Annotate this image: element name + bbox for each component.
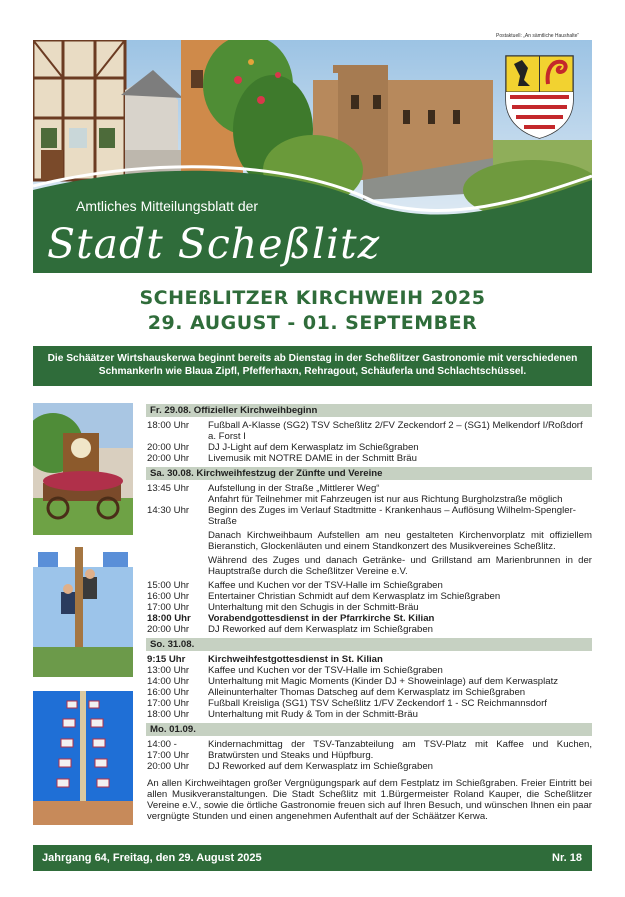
event-time: 20:00 Uhr bbox=[147, 761, 190, 772]
issue-footer bbox=[33, 845, 592, 871]
masthead-title: Stadt Scheßlitz bbox=[47, 220, 381, 268]
kirchweih-wagon-photo bbox=[33, 403, 133, 535]
maypole-climbers-photo bbox=[33, 547, 133, 677]
schedule-event bbox=[146, 453, 592, 464]
event-time: 20:00 Uhr bbox=[147, 624, 190, 635]
event-description: Vorabendgottesdienst in der Pfarrkirche St. Kilian bbox=[208, 613, 435, 624]
day-heading: Fr. 29.08. Offizieller Kirchweihbeginn bbox=[146, 404, 592, 417]
schedule-event bbox=[146, 483, 592, 494]
event-time bbox=[146, 555, 208, 577]
event-time: 20:00 Uhr bbox=[147, 453, 190, 464]
schedule-event bbox=[146, 555, 592, 577]
masthead-banner bbox=[33, 40, 592, 273]
schedule-event bbox=[146, 676, 592, 687]
event-description: Aufstellung in der Straße „Mittlerer Weg“ bbox=[208, 483, 380, 494]
day-heading: So. 31.08. bbox=[146, 638, 592, 651]
schedule-event bbox=[146, 698, 592, 709]
intro-banner: Die Schäätzer Wirtshauskerwa beginnt bereits ab Dienstag in der Scheßlitzer Gastronomie mit verschiedenen Schmankerln wie Blaua Zipfl, Pfefferhaxn, Rehragout, Schäuferla und Schlachtschüssel. bbox=[33, 346, 592, 386]
day-heading: Sa. 30.08. Kirchweihfestzug der Zünfte und Vereine bbox=[146, 467, 592, 480]
event-time: 18:00 Uhr bbox=[147, 613, 191, 624]
schedule-event bbox=[146, 624, 592, 635]
schedule-event bbox=[146, 709, 592, 720]
event-time: 20:00 Uhr bbox=[147, 442, 190, 453]
event-description: Während des Zuges und danach Getränke- und Grillstand am Marienbrunnen in der Hauptstraße durch die Scheßlitzer Vereine e.V. bbox=[208, 555, 592, 577]
kirchweih-schedule bbox=[146, 404, 592, 822]
event-time bbox=[146, 494, 208, 505]
schedule-event bbox=[146, 591, 592, 602]
event-description: Livemusik mit NOTRE DAME in der Schmitt Bräu bbox=[208, 453, 417, 464]
schedule-event bbox=[146, 580, 592, 591]
event-time: 14:00 - 17:00 Uhr bbox=[147, 739, 190, 761]
schedule-event bbox=[146, 739, 592, 761]
event-time: 15:00 Uhr bbox=[147, 580, 190, 591]
event-time: 14:30 Uhr bbox=[147, 505, 190, 516]
decorated-maypole-photo bbox=[33, 691, 133, 825]
schedule-event bbox=[146, 613, 592, 624]
town-coat-of-arms bbox=[500, 50, 579, 140]
event-time: 14:00 Uhr bbox=[147, 676, 190, 687]
schedule-event bbox=[146, 665, 592, 676]
event-description: Unterhaltung mit Rudy & Tom in der Schmitt-Bräu bbox=[208, 709, 418, 720]
spacer bbox=[146, 772, 592, 775]
event-time: 16:00 Uhr bbox=[147, 591, 190, 602]
event-time bbox=[146, 530, 208, 552]
event-description: Danach Kirchweihbaum Aufstellen am neu gestalteten Kirchenvorplatz mit offiziellem Bieranstich, Glockenläuten und einem Standkonzert des Musikvereines Scheßlitz. bbox=[208, 530, 592, 552]
schedule-event bbox=[146, 687, 592, 698]
event-description: Fußball Kreisliga (SG1) TSV Scheßlitz 1/FV Zeckendorf 1 - SC Reichmannsdorf bbox=[208, 698, 547, 709]
issue-info: Jahrgang 64, Freitag, den 29. August 2025 bbox=[42, 852, 262, 864]
event-time: 17:00 Uhr bbox=[147, 698, 190, 709]
event-description: DJ Reworked auf dem Kerwasplatz im Schießgraben bbox=[208, 624, 434, 635]
kirchweih-dates: 29. AUGUST - 01. SEPTEMBER bbox=[147, 312, 478, 334]
event-description: Entertainer Christian Schmidt auf dem Kerwasplatz im Schießgraben bbox=[208, 591, 501, 602]
event-description: Unterhaltung mit den Schugis in der Schmitt-Bräu bbox=[208, 602, 419, 613]
event-description: Unterhaltung mit Magic Moments (Kinder DJ + Showeinlage) auf dem Kerwasplatz bbox=[208, 676, 559, 687]
event-description: Alleinunterhalter Thomas Datscheg auf dem Kerwasplatz im Schießgraben bbox=[208, 687, 526, 698]
event-time: 16:00 Uhr bbox=[147, 687, 190, 698]
event-time: 18:00 Uhr bbox=[147, 420, 190, 431]
schedule-event bbox=[146, 530, 592, 552]
event-time: 9:15 Uhr bbox=[147, 654, 186, 665]
event-time: 13:00 Uhr bbox=[147, 665, 190, 676]
event-description: Kirchweihfestgottesdienst in St. Kilian bbox=[208, 654, 383, 665]
event-description: Kaffee und Kuchen vor der TSV-Halle im Schießgraben bbox=[208, 580, 443, 591]
event-description: Kindernachmittag der TSV-Tanzabteilung am TSV-Platz mit Kaffee und Kuchen, Bratwürsten und Steaks und Hüpfburg. bbox=[208, 739, 592, 761]
event-time: 18:00 Uhr bbox=[147, 709, 190, 720]
event-time: 13:45 Uhr bbox=[147, 483, 190, 494]
kirchweih-title: SCHEßLITZER KIRCHWEIH 2025 bbox=[139, 287, 486, 309]
event-description: Beginn des Zuges im Verlauf Stadtmitte - Krankenhaus – Auflösung Wilhelm-Spengler-Straße bbox=[208, 505, 576, 527]
postal-credit: Postaktuell: „An sämtliche Haushalte“ bbox=[496, 33, 580, 39]
event-time: 17:00 Uhr bbox=[147, 602, 190, 613]
schedule-event bbox=[146, 654, 592, 665]
schedule-event bbox=[146, 602, 592, 613]
schedule-event bbox=[146, 420, 592, 442]
schedule-event bbox=[146, 761, 592, 772]
event-description: Kaffee und Kuchen vor der TSV-Halle im Schießgraben bbox=[208, 665, 443, 676]
event-description: DJ Reworked auf dem Kerwasplatz im Schießgraben bbox=[208, 761, 434, 772]
event-description: Anfahrt für Teilnehmer mit Fahrzeugen ist nur aus Richtung Burgholzstraße möglich bbox=[208, 494, 563, 505]
schedule-event bbox=[146, 442, 592, 453]
masthead-subtitle: Amtliches Mitteilungsblatt der bbox=[76, 198, 259, 214]
event-description: Fußball A-Klasse (SG2) TSV Scheßlitz 2/FV Zeckendorf 2 – (SG1) Melkendorf I/Roßdorf a. Forst I bbox=[208, 420, 583, 442]
schedule-event bbox=[146, 494, 592, 505]
event-description: DJ J-Light auf dem Kerwasplatz im Schießgraben bbox=[208, 442, 419, 453]
day-heading: Mo. 01.09. bbox=[146, 723, 592, 736]
issue-number: Nr. 18 bbox=[552, 852, 582, 864]
schedule-event bbox=[146, 505, 592, 527]
closing-paragraph: An allen Kirchweihtagen großer Vergnügungspark auf dem Festplatz im Schießgraben. Freier Eintritt bei allen Musikveranstaltungen. Die Stadt Scheßlitz mit 1.Bürgermeister Roland Kauper, die Scheßlitzer Vereine e.V., sowie die örtliche Gastronomie freuen sich auf Ihren Besuch, und wünschen Ihnen ein paar vergnügte Stunden und einen angenehmen Aufenthalt auf der Schäätzer Kerwa. bbox=[147, 778, 592, 822]
